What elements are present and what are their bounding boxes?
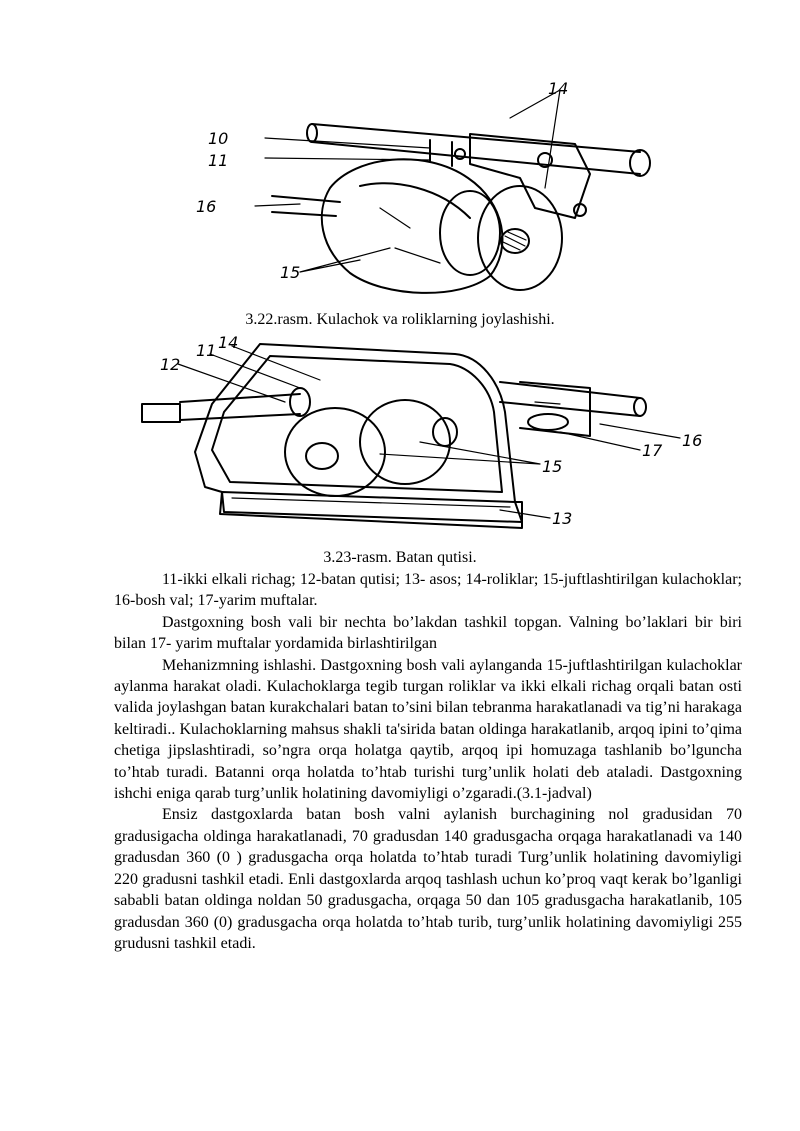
figure1-label-14: 14 <box>548 79 569 98</box>
body-text <box>114 569 742 954</box>
figure2-label-12: 12 <box>160 355 181 374</box>
figure1-label-15: 15 <box>280 263 301 282</box>
figure-cam-roller-drawing <box>0 78 800 303</box>
figure2-caption: 3.23-rasm. Batan qutisi. <box>323 549 477 566</box>
figure-batan-box-drawing <box>0 332 800 544</box>
figure1-label-10: 10 <box>208 129 229 148</box>
figure2-label-11: 11 <box>196 341 217 360</box>
paragraph-angles: Ensiz dastgoxlarda batan bosh valni aylanish burchagining nol gradusidan 70 gradusigacha oldinga harakatlanadi, 70 gradusdan 140 gradusgacha orqaga harakatlanadi va 140 gradusdan 360 (0 ) gradusgacha orqa holatda to’htab turadi Turg’unlik holatining davomiyligi 220 gradusni tashkil etadi. Enli dastgoxlarda arqoq tashlash uchun ko’proq vaqt kerak bo’lganligi sababli batan oldinga noldan 50 gradusgacha, orqaga 50 dan 105 gradusgacha harakatlanib, 105 gradusdan 360 (0) gradusgacha orqa holatda to’htab turib, turg’unlik holatining davomiyligi 255 grudusni tashkil etadi. <box>114 806 742 952</box>
figure2-label-17: 17 <box>642 441 663 460</box>
figure2-label-15: 15 <box>542 457 563 476</box>
figure2-label-16: 16 <box>682 431 703 450</box>
cam-roller-illustration <box>0 78 800 303</box>
paragraph-shaft: Dastgoxning bosh vali bir nechta bo’lakdan tashkil topgan. Valning bo’laklari bir biri bilan 17- yarim muftalar yordamida birlashtirilgan <box>114 613 742 653</box>
figure2-label-13: 13 <box>552 509 573 528</box>
batan-box-illustration <box>0 332 800 544</box>
figure1-caption: 3.22.rasm. Kulachok va roliklarning joylashishi. <box>245 311 555 328</box>
legend-paragraph: 11-ikki elkali richag; 12-batan qutisi; 13- asos; 14-roliklar; 15-juftlashtirilgan kulachoklar; 16-bosh val; 17-yarim muftalar. <box>114 571 742 610</box>
figure1-label-16: 16 <box>196 197 217 216</box>
figure2-label-14: 14 <box>218 333 239 352</box>
paragraph-mechanism: Mehanizmning ishlashi. Dastgoxning bosh vali aylanganda 15-juftlashtirilgan kulachoklar aylanma harakat oladi. Kulachoklarga tegib turgan roliklar va ikki elkali richag orqali batan osti valida joylashgan batan kurakchalari batan to’sini bilan tebranma harakatlanadi va tig’ni harakaga keltiradi.. Kulachoklarning mahsus shakli ta'sirida batan oldinga harakatlanib, arqoq ipini to’qima chetiga jipslashtiradi, so’ngra orqa holatga qaytib, arqoq ipi homuzaga tashlanib bo’lguncha to’htab turadi. Batanni orqa holatda to’htab turishi turg’unlik holati deb ataladi. Dastgoxning ishchi eniga qarab turg’unlik holatining davomiyligi o’zgaradi.(3.1-jadval) <box>114 656 742 803</box>
figure1-label-11: 11 <box>208 151 229 170</box>
